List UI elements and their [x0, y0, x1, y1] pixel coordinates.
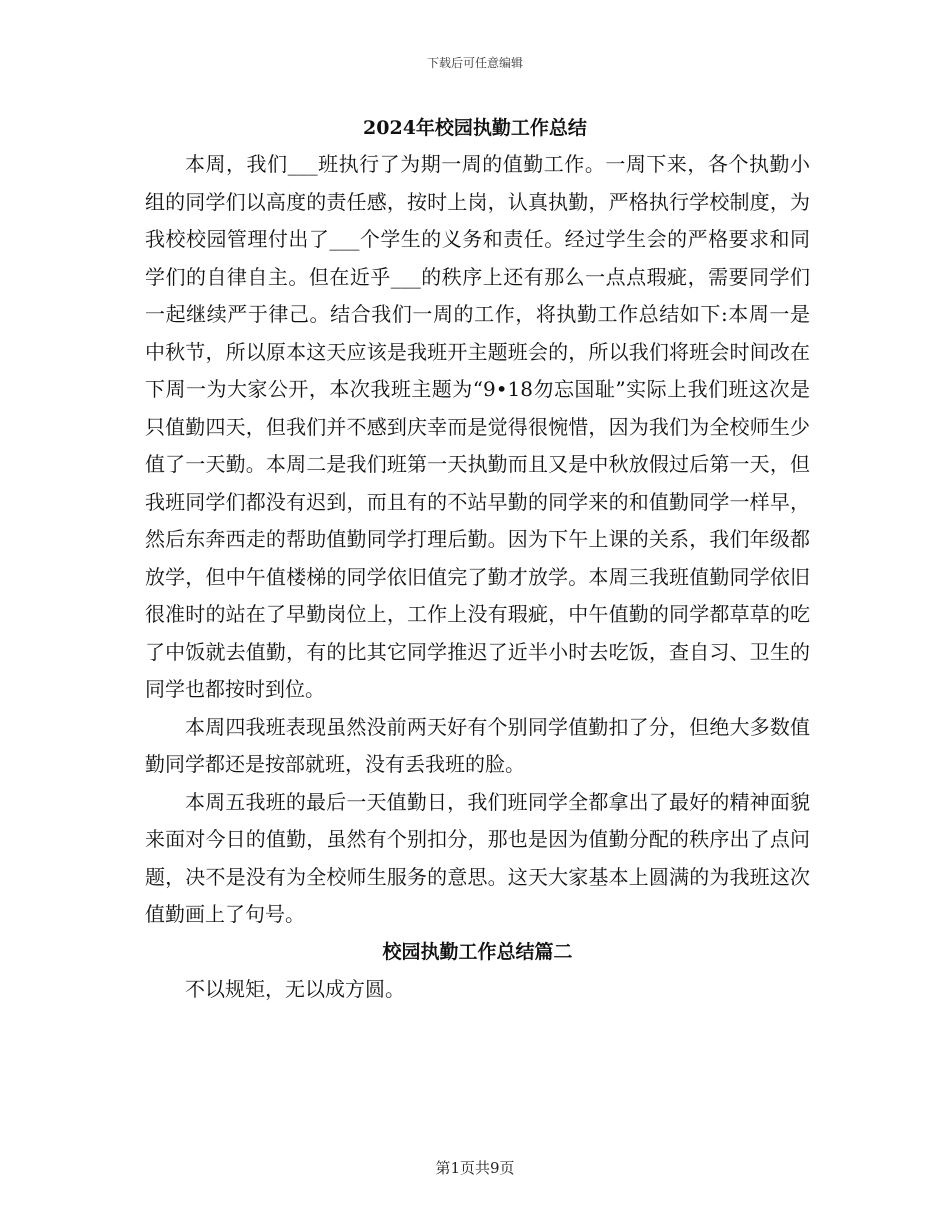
- section-title: 校园执勤工作总结篇二: [382, 940, 573, 963]
- header-note: 下载后可任意编辑: [426, 56, 523, 70]
- page-footer: 第1页共9页: [435, 1159, 515, 1177]
- document-title: 2024年校园执勤工作总结: [363, 117, 587, 139]
- paragraph-1: 本周，我们___班执行了为期一周的值勤工作。一周下来，各个执勤小组的同学们以高度的责任感，按时上岗，认真执勤，严格执行学校制度，为我校校园管理付出了___个学生的义务和责任。经过学生会的严格要求和同学们的自律自主。但在近乎___的秩序上还有那么一点点瑕疵，需要同学们一起继续严于律己。结合我们一周的工作，将执勤工作总结如下:本周一是中秋节，所以原本这天应该是我班开主题班会的，所以我们将班会时间改在下周一为大家公开，本次我班主题为“9•18勿忘国耻”实际上我们班这次是只值勤四天，但我们并不感到庆幸而是觉得很惋惜，因为我们为全校师生少值了一天勤。本周二是我们班第一天执勤而且又是中秋放假过后第一天，但我班同学们都没有迟到，而且有的不站早勤的同学来的和值勤同学一样早，然后东奔西走的帮助值勤同学打理后勤。因为下午上课的关系，我们年级都放学，但中午值楼梯的同学依旧值完了勤才放学。本周三我班值勤同学依旧很准时的站在了早勤岗位上，工作上没有瑕疵，中午值勤的同学都草草的吃了中饭就去值勤，有的比其它同学推迟了近半小时去吃饭，查自习、卫生的同学也都按时到位。: [145, 152, 810, 701]
- paragraph-2: 本周四我班表现虽然没前两天好有个别同学值勤扣了分，但绝大多数值勤同学都还是按部就班，没有丢我班的脸。: [145, 714, 810, 776]
- section-paragraph: 不以规矩，无以成方圆。: [185, 977, 405, 1001]
- document-body: [145, 146, 810, 1009]
- paragraph-3: 本周五我班的最后一天值勤日，我们班同学全都拿出了最好的精神面貌来面对今日的值勤，虽然有个别扣分，那也是因为值勤分配的秩序出了点问题，决不是没有为全校师生服务的意思。这天大家基本上圆满的为我班这次值勤画上了句号。: [145, 789, 810, 926]
